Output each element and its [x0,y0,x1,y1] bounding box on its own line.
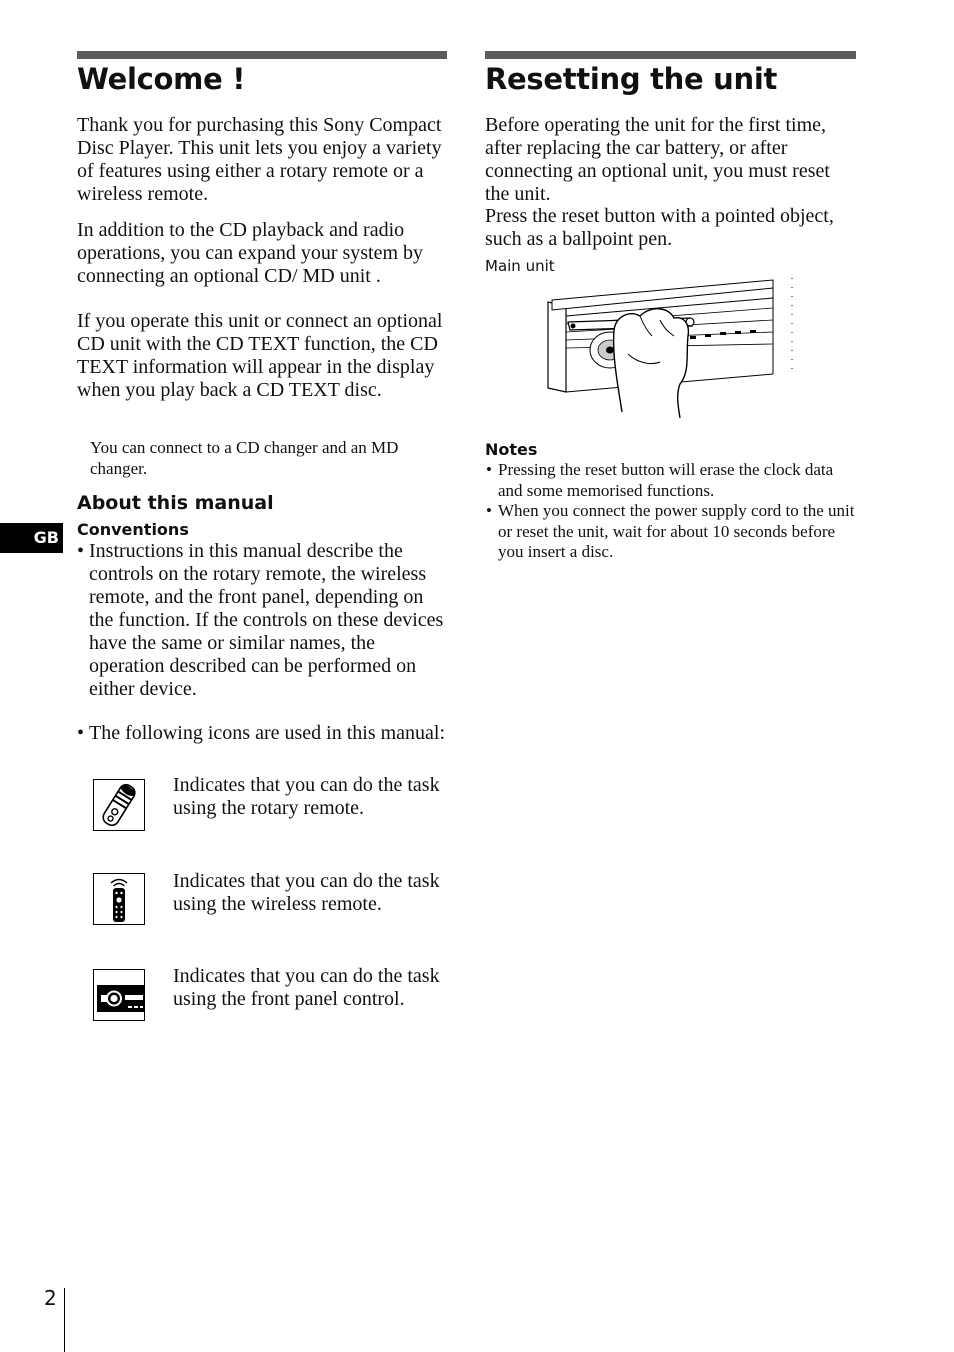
note-text: When you connect the power supply cord to the unit or reset the unit, wait for about 10 seconds before you insert a disc. [498,501,855,561]
reset-paragraph-2: Press the reset button with a pointed object, such as a ballpoint pen. [485,205,834,250]
page-number-rule [64,1288,65,1352]
conventions-bullet-2 [77,722,449,745]
bullet-dot: • [486,501,492,520]
notes-heading: Notes [485,440,538,459]
welcome-intro: Thank you for purchasing this Sony Compact Disc Player. This unit lets you enjoy a variety of features using either a rotary remote or a wireless remote. [77,114,442,205]
figure-label: Main unit [485,257,555,275]
reset-title: Resetting the unit [485,62,778,96]
wireless-remote-icon [93,873,145,925]
bullet-dot: • [77,540,85,562]
front-panel-description: Indicates that you can do the task using the front panel control. [173,965,440,1010]
note-item-2 [486,501,858,563]
bullet-dot: • [486,460,492,479]
changer-footnote: You can connect to a CD changer and an MD changer. [90,438,399,478]
bullet-text: The following icons are used in this manual: [89,722,446,744]
conventions-heading: Conventions [77,520,189,539]
conventions-bullet-1 [77,540,449,701]
reset-paragraph-1: Before operating the unit for the first time, after replacing the car battery, or after connecting an optional unit, you must reset the unit. [485,114,830,205]
reset-illustration [540,276,800,418]
rotary-remote-icon [93,779,145,831]
left-heading-rule [77,51,447,59]
language-tab: GB [0,523,63,553]
about-manual-heading: About this manual [77,492,274,514]
page-number: 2 [44,1286,57,1310]
right-heading-rule [485,51,856,59]
note-item-1 [486,460,858,501]
note-text: Pressing the reset button will erase the clock data and some memorised functions. [498,460,834,500]
wireless-remote-description: Indicates that you can do the task using the wireless remote. [173,870,440,915]
front-panel-icon [93,969,145,1021]
welcome-title: Welcome ! [77,62,246,96]
welcome-expand-paragraph: In addition to the CD playback and radio operations, you can expand your system by connecting an optional CD/ MD unit . [77,219,424,287]
rotary-remote-description: Indicates that you can do the task using the rotary remote. [173,774,440,819]
bullet-text: Instructions in this manual describe the controls on the rotary remote, the wireless remote, and the front panel, depending on the function. If the controls on these devices have the same or similar names, the operation described can be performed on either device. [89,540,444,700]
bullet-dot: • [77,722,85,744]
welcome-cd-text-paragraph: If you operate this unit or connect an optional CD unit with the CD TEXT function, the CD TEXT information will appear in the display when you play back a CD TEXT disc. [77,310,443,401]
